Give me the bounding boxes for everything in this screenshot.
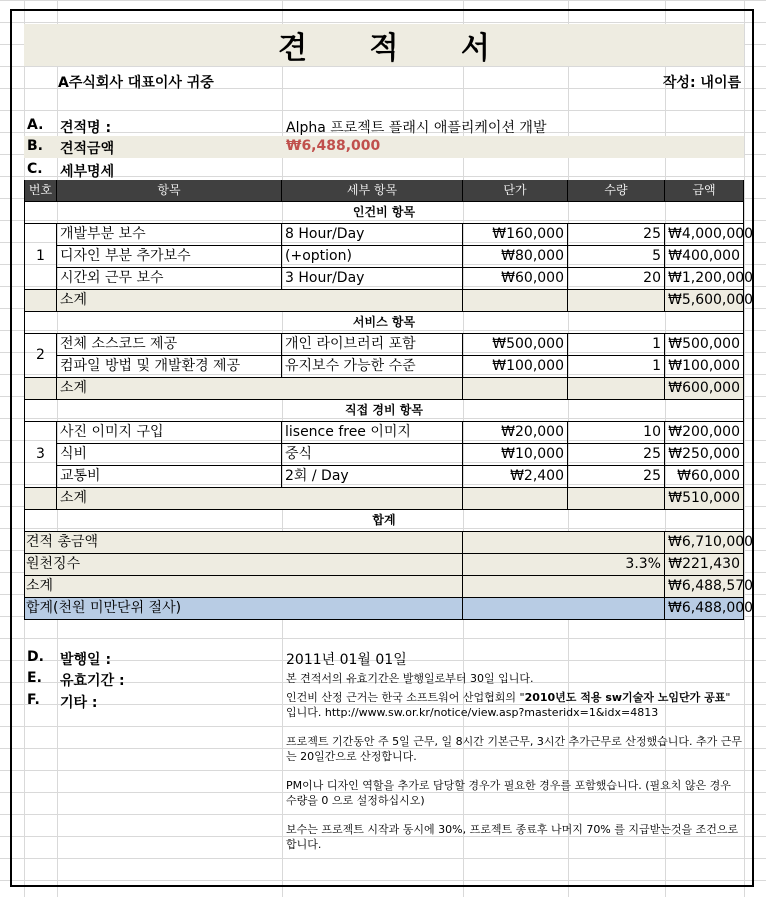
item-detail: 8 Hour/Day <box>282 224 463 246</box>
note-2: 프로젝트 기간동안 주 5일 근무, 일 8시간 기본근무, 3시간 추가근무로 산정했습니다. 추가 근무는 20일간으로 산정합니다. <box>286 735 742 763</box>
unit-price: ₩160,000 <box>463 224 568 246</box>
subtotal-label: 소계 <box>57 378 463 400</box>
recipient: A주식회사 대표이사 귀중 <box>58 75 214 91</box>
group-title-row <box>24 312 744 334</box>
subtotal-blank <box>463 378 568 400</box>
total-amount: ₩221,430 <box>665 554 744 576</box>
group-number: 1 <box>24 224 57 290</box>
group-title: 직접 경비 항목 <box>24 400 744 422</box>
section-a-label: 견적명 : <box>60 120 112 136</box>
total-rate <box>463 598 665 620</box>
total-row <box>24 532 754 554</box>
item-detail: (+option) <box>282 246 463 268</box>
quantity: 25 <box>568 224 665 246</box>
total-rate <box>463 576 665 598</box>
group-number: 2 <box>24 334 57 378</box>
total-label: 원천징수 <box>24 554 463 576</box>
section-d-label: 발행일 : <box>60 652 112 668</box>
item-name: 컴파일 방법 및 개발환경 제공 <box>57 356 282 378</box>
line-amount: ₩1,200,000 <box>665 268 744 290</box>
total-rate <box>463 532 665 554</box>
column-header: 단가 <box>463 180 568 202</box>
item-name: 교통비 <box>57 466 282 488</box>
project-name: Alpha 프로젝트 플래시 애플리케이션 개발 <box>286 120 547 136</box>
subtotal-blank <box>463 290 568 312</box>
note-1-bold: 2010년도 적용 sw기술자 노임단가 공표 <box>524 691 726 704</box>
unit-price: ₩2,400 <box>463 466 568 488</box>
section-e-label: 유효기간 : <box>60 673 125 689</box>
quantity: 1 <box>568 334 665 356</box>
subtotal-blank <box>568 378 665 400</box>
subtotal-amount: ₩510,000 <box>665 488 744 510</box>
column-header: 세부 항목 <box>282 180 463 202</box>
unit-price: ₩60,000 <box>463 268 568 290</box>
unit-price: ₩10,000 <box>463 444 568 466</box>
quantity: 25 <box>568 466 665 488</box>
table-row <box>24 422 744 444</box>
note-1-tail: " 입니다. http://www.sw.or.kr/notice/view.asp?masteridx=1&idx=4813 <box>286 691 731 719</box>
subtotal-label: 소계 <box>57 488 463 510</box>
item-detail: 중식 <box>282 444 463 466</box>
subtotal-label: 소계 <box>57 290 463 312</box>
subtotal-blank <box>463 488 568 510</box>
subtotal-blank <box>24 290 57 312</box>
note-1 <box>286 690 742 720</box>
group-title-row <box>24 400 744 422</box>
total-label: 합계(천원 미만단위 절사) <box>24 598 463 620</box>
table-row <box>24 246 744 268</box>
subtotal-row <box>24 488 744 510</box>
item-detail: 개인 라이브러리 포함 <box>282 334 463 356</box>
total-amount: ₩6,710,000 <box>665 532 744 554</box>
note-4: 보수는 프로젝트 시작과 동시에 30%, 프로젝트 종료후 나머지 70% 를 지급받는것을 조건으로 합니다. <box>286 823 739 851</box>
line-amount: ₩100,000 <box>665 356 744 378</box>
table-row <box>24 224 754 246</box>
column-header: 항목 <box>57 180 282 202</box>
item-name: 전체 소스코드 제공 <box>57 334 282 356</box>
section-f-letter: F. <box>27 692 40 708</box>
quantity: 1 <box>568 356 665 378</box>
author: 작성: 내이름 <box>662 75 741 91</box>
table-row <box>24 356 744 378</box>
note-1-text: 인건비 산정 근거는 한국 소프트워어 산업협회의 " <box>286 691 525 704</box>
section-c-letter: C. <box>27 161 43 177</box>
column-header: 금액 <box>665 180 744 202</box>
quantity: 5 <box>568 246 665 268</box>
subtotal-amount: ₩600,000 <box>665 378 744 400</box>
total-row <box>24 576 754 598</box>
line-amount: ₩250,000 <box>665 444 744 466</box>
section-c-label: 세부명세 <box>60 164 115 180</box>
issue-date: 2011년 01월 01일 <box>286 652 407 668</box>
subtotal-blank <box>24 488 57 510</box>
total-title-row <box>24 510 744 532</box>
line-amount: ₩60,000 <box>665 466 744 488</box>
table-row <box>24 268 754 290</box>
section-b-letter: B. <box>27 138 43 154</box>
quantity: 20 <box>568 268 665 290</box>
subtotal-row <box>24 290 754 312</box>
table-row <box>24 334 744 356</box>
total-label: 소계 <box>24 576 463 598</box>
item-name: 시간외 근무 보수 <box>57 268 282 290</box>
item-detail: 2회 / Day <box>282 466 463 488</box>
note-3: PM이나 디자인 역할을 추가로 담당할 경우가 필요한 경우를 포함했습니다. (필요치 않은 경우 수량을 0 으로 설정하십시오) <box>286 779 731 807</box>
total-rate: 3.3% <box>463 554 665 576</box>
total-row <box>24 598 754 620</box>
table-row <box>24 444 744 466</box>
section-f-label: 기타 : <box>60 695 98 711</box>
group-title: 인건비 항목 <box>24 202 744 224</box>
total-label: 견적 총금액 <box>24 532 463 554</box>
column-header: 번호 <box>24 180 57 202</box>
subtotal-row <box>24 378 744 400</box>
item-detail: 3 Hour/Day <box>282 268 463 290</box>
item-detail: lisence free 이미지 <box>282 422 463 444</box>
item-name: 사진 이미지 구입 <box>57 422 282 444</box>
document-title: 견 적 서 <box>24 24 744 66</box>
quantity: 25 <box>568 444 665 466</box>
table-header-row <box>24 180 744 202</box>
line-amount: ₩400,000 <box>665 246 744 268</box>
unit-price: ₩80,000 <box>463 246 568 268</box>
group-number: 3 <box>24 422 57 488</box>
total-amount: ₩6,488,570 <box>665 576 744 598</box>
item-name: 디자인 부분 추가보수 <box>57 246 282 268</box>
notes-block <box>286 690 742 852</box>
item-name: 개발부분 보수 <box>57 224 282 246</box>
table-row <box>24 466 744 488</box>
subtotal-blank <box>24 378 57 400</box>
line-amount: ₩4,000,000 <box>665 224 744 246</box>
unit-price: ₩20,000 <box>463 422 568 444</box>
total-row <box>24 554 744 576</box>
subtotal-blank <box>568 488 665 510</box>
section-a-letter: A. <box>27 117 44 133</box>
line-amount: ₩500,000 <box>665 334 744 356</box>
group-title: 서비스 항목 <box>24 312 744 334</box>
unit-price: ₩100,000 <box>463 356 568 378</box>
section-d-letter: D. <box>27 649 44 665</box>
quote-amount: ₩6,488,000 <box>286 138 381 154</box>
item-detail: 유지보수 가능한 수준 <box>282 356 463 378</box>
total-amount: ₩6,488,000 <box>665 598 744 620</box>
section-b-band <box>24 136 744 158</box>
column-header: 수량 <box>568 180 665 202</box>
group-title-row <box>24 202 744 224</box>
section-e-letter: E. <box>27 670 42 686</box>
line-amount: ₩200,000 <box>665 422 744 444</box>
unit-price: ₩500,000 <box>463 334 568 356</box>
item-name: 식비 <box>57 444 282 466</box>
section-b-label: 견적금액 <box>60 141 115 157</box>
validity-text: 본 견적서의 유효기간은 발행일로부터 30일 입니다. <box>286 672 534 685</box>
quantity: 10 <box>568 422 665 444</box>
subtotal-blank <box>568 290 665 312</box>
subtotal-amount: ₩5,600,000 <box>665 290 744 312</box>
total-title: 합계 <box>24 510 744 532</box>
